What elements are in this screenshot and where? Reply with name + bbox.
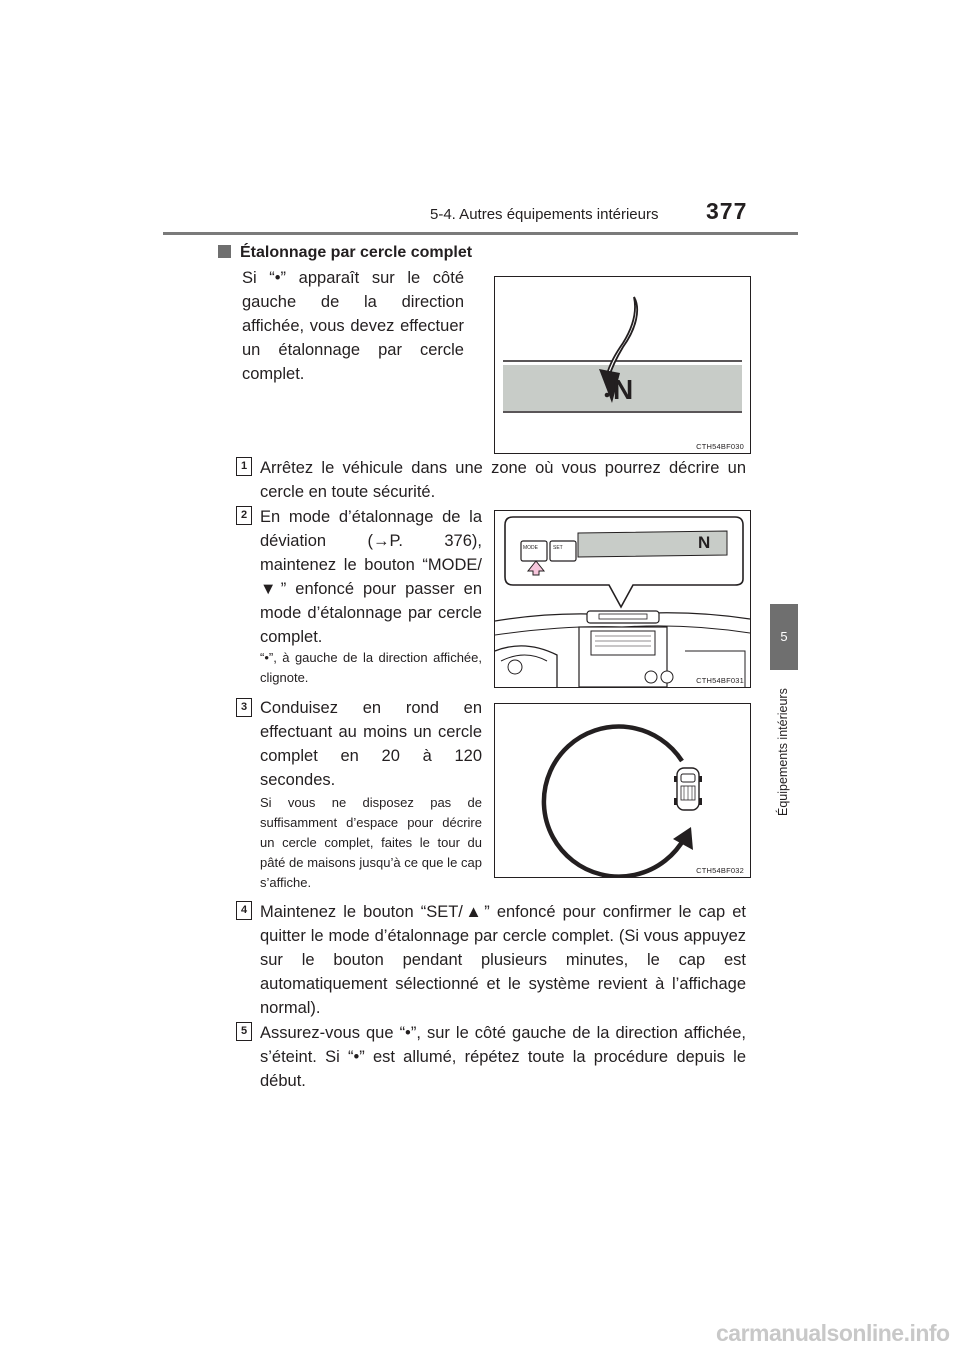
display-heading-letter: N: [613, 374, 634, 405]
figure-code: CTH54BF030: [696, 442, 744, 451]
step-2-text: En mode d’étalonnage de la déviation (→P. 376), maintenez le bouton “MODE/▼” enfoncé pour passer en mode d’étalonnage par cercle complet.: [260, 508, 482, 646]
step-number-2: 2: [236, 506, 252, 525]
step-number-4: 4: [236, 901, 252, 920]
intro-paragraph: Si “•” apparaît sur le côté gauche de la direction affichée, vous devez effectuer un étalonnage par cercle complet.: [242, 269, 464, 383]
figure-dashboard-buttons: [494, 510, 751, 688]
page-number: 377: [706, 198, 748, 224]
circle-path-icon: [544, 727, 685, 877]
circle-drive-illustration: [495, 704, 750, 877]
header-divider: [163, 232, 798, 235]
step-1-text: Arrêtez le véhicule dans une zone où vous pourrez décrire un cercle en toute sécurité.: [260, 459, 746, 501]
step-2-note: “•”, à gauche de la direction affichée, clignote.: [260, 650, 482, 685]
section-breadcrumb: 5-4. Autres équipements intérieurs: [430, 206, 659, 223]
step-number-3: 3: [236, 698, 252, 717]
mode-button-icon: [521, 541, 547, 561]
step-3-note: Si vous ne disposez pas de suffisamment d’espace pour décrire un cercle complet, faites le tour du pâté de maisons jusqu’à ce que le cap s’affiche.: [260, 795, 482, 890]
step-5-text: Assurez-vous que “•”, sur le côté gauche de la direction affichée, s’éteint. Si “•” est allumé, répétez toute la procédure depuis le début.: [260, 1024, 746, 1090]
step-3-text: Conduisez en rond en effectuant au moins un cercle complet en 20 à 120 secondes.: [260, 699, 482, 789]
circle-arrowhead-icon: [673, 827, 693, 850]
figure-code: CTH54BF032: [696, 866, 744, 875]
section-title: [218, 244, 472, 262]
set-button-label: SET: [553, 545, 563, 551]
figure-display-heading: [494, 276, 751, 454]
display-heading-letter: N: [698, 533, 711, 552]
footer-watermark[interactable]: carmanualsonline.info: [716, 1320, 950, 1346]
set-button-icon: [550, 541, 576, 561]
section-title-text: Étalonnage par cercle complet: [240, 244, 473, 261]
step-number-1: 1: [236, 457, 252, 476]
compass-display-illustration: [495, 277, 750, 453]
chapter-tab: 5: [770, 604, 798, 670]
mode-button-label: MODE: [523, 545, 538, 551]
figure-code: CTH54BF031: [696, 676, 744, 685]
step-number-5: 5: [236, 1022, 252, 1041]
chapter-label: Équipements intérieurs: [776, 688, 790, 816]
figure-circle-drive: [494, 703, 751, 878]
step-4-text: Maintenez le bouton “SET/▲” enfoncé pour confirmer le cap et quitter le mode d’étalonnage par cercle complet. (Si vous appuyez sur le bouton pendant plusieurs minutes, le cap est automatiquement sélectionné et le système revient à l’affichage normal).: [260, 903, 746, 1017]
indicator-dot-icon: [605, 393, 610, 398]
square-bullet-icon: [218, 245, 231, 258]
dashboard-illustration: [495, 511, 750, 687]
